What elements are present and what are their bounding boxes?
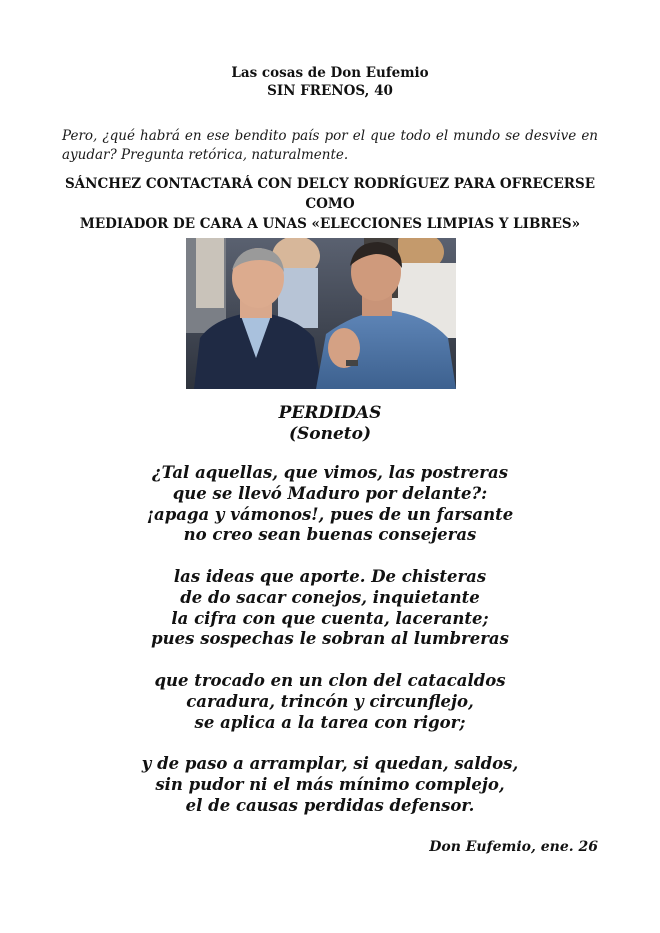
intro-paragraph: Pero, ¿qué habrá en ese bendito país por el que todo el mundo se desvive en ayudar? Pregunta retórica, naturalmente.: [62, 128, 598, 163]
headline-line-1: SÁNCHEZ CONTACTARÁ CON DELCY RODRÍGUEZ PARA OFRECERSE COMO: [64, 176, 596, 212]
stanza-2: [0, 567, 660, 650]
headline-line-2: MEDIADOR DE CARA A UNAS «ELECCIONES LIMPIAS Y LIBRES»: [79, 216, 581, 232]
poem-line: pues sospechas le sobran al lumbreras: [151, 629, 509, 649]
poem-line: se aplica a la tarea con rigor;: [194, 712, 466, 732]
poem-title: PERDIDAS: [278, 403, 382, 423]
poem-line: y de paso a arramplar, si quedan, saldos,: [141, 754, 519, 774]
poem-title-block: [0, 403, 660, 445]
poem-line: sin pudor ni el más mínimo complejo,: [155, 774, 505, 794]
poem-line: de do sacar conejos, inquietante: [180, 587, 480, 607]
poem-line: las ideas que aporte. De chisteras: [173, 566, 487, 586]
stanza-3: [0, 671, 660, 733]
news-headline: [40, 174, 620, 234]
stanza-1: [0, 463, 660, 546]
document-header: [0, 64, 660, 100]
poem-line: que trocado en un clon del catacaldos: [154, 670, 506, 690]
news-photo: [186, 238, 456, 389]
poem-line: ¿Tal aquellas, que vimos, las postreras: [152, 463, 508, 482]
series-title: Las cosas de Don Eufemio: [231, 65, 429, 81]
poem-line: ¡apaga y vámonos!, pues de un farsante: [146, 504, 514, 524]
poem-subtitle: (Soneto): [288, 424, 372, 444]
stanza-4: [0, 754, 660, 816]
poem-line: la cifra con que cuenta, lacerante;: [171, 608, 489, 628]
author-signature: Don Eufemio, ene. 26: [429, 839, 598, 855]
poem-line: el de causas perdidas defensor.: [185, 795, 475, 815]
poem-line: que se llevó Maduro por delante?:: [172, 483, 488, 503]
poem-body: [0, 463, 660, 837]
poem-line: caradura, trincón y circunflejo,: [186, 691, 474, 711]
edition-number: SIN FRENOS, 40: [267, 83, 393, 99]
poem-line: no creo sean buenas consejeras: [183, 525, 477, 545]
